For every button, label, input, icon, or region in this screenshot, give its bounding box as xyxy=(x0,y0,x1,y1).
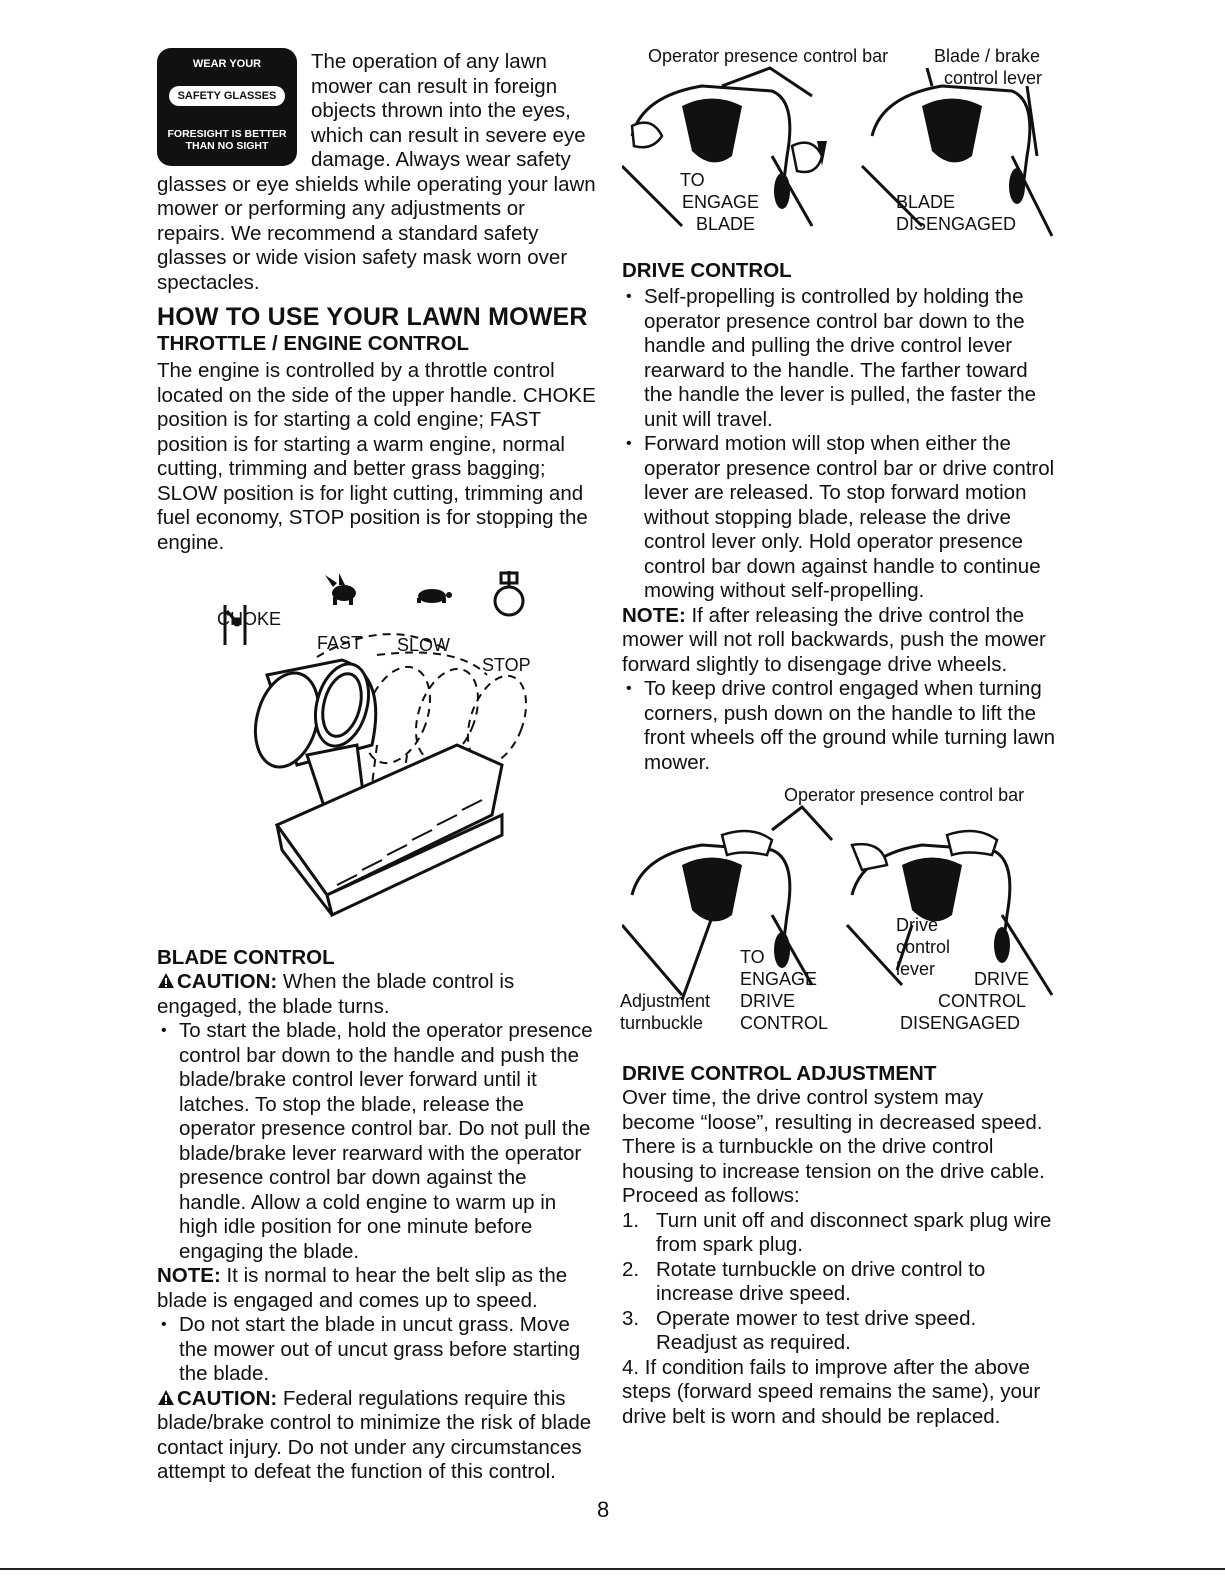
badge-line3: FORESIGHT IS BETTER THAN NO SIGHT xyxy=(167,128,287,152)
turtle-icon xyxy=(417,589,452,603)
adjustment-step-4: 4. If condition fails to improve after the above steps (forward speed remains the same), your drive belt is worn and should be replaced. xyxy=(622,1355,1041,1428)
list-item: • To keep drive control engaged when turning corners, push down on the handle to lift the front wheels off the ground while turning lawn mower. xyxy=(622,677,1058,775)
throttle-control-figure xyxy=(157,565,597,945)
list-item: 2. Rotate turnbuckle on drive control to increase drive speed. xyxy=(622,1257,986,1305)
list-item: 1. Turn unit off and disconnect spark plug wire from spark plug. xyxy=(622,1208,1052,1256)
blade-note: NOTE: It is normal to hear the belt slip as the blade is engaged and comes up to speed. xyxy=(157,1264,568,1312)
blade-caution-2: CAUTION: Federal regulations require this blade/brake control to minimize the risk of blade contact injury. Do not under any circumstances attempt to defeat the function of this control. xyxy=(157,1386,592,1483)
drive-adjustment-text: Over time, the drive control system may become “loose”, resulting in decreased speed. There is a turnbuckle on the drive control housing to increase tension on the drive cable. Proceed as follows: xyxy=(622,1086,1045,1207)
fig2-disengaged-label: DISENGAGED xyxy=(900,1013,1021,1033)
stop-label: STOP xyxy=(482,655,531,675)
drive-bullets-2 xyxy=(622,677,1058,775)
choke-label: CHOKE xyxy=(217,609,282,629)
fig1-disengaged-label: DISENGAGED xyxy=(896,214,1017,234)
drive-control-heading: DRIVE CONTROL xyxy=(622,259,792,282)
rabbit-icon xyxy=(325,573,356,605)
fig2-to-label: TO xyxy=(740,947,765,967)
fig1-blade-brake-label: Blade / brake xyxy=(934,46,1041,66)
caution-icon xyxy=(157,972,175,989)
fig2-drive-label: Drive xyxy=(896,915,939,935)
fig2-drive-right-label: DRIVE xyxy=(974,969,1030,989)
right-column xyxy=(622,46,1058,1429)
blade-engage-figure xyxy=(622,46,1058,246)
left-column xyxy=(157,44,597,1485)
drive-note: NOTE: If after releasing the drive control the mower will not roll backwards, push the mower forward slightly to disengage drive wheels. xyxy=(622,603,1046,676)
throttle-heading: THROTTLE / ENGINE CONTROL xyxy=(157,332,470,355)
list-item: • Self-propelling is controlled by holding the operator presence control bar down to the handle and pulling the drive control lever rearward to the handle. The farther toward the handle the lever is pulled, the faster the unit will travel. xyxy=(622,285,1058,432)
stop-icon xyxy=(495,571,523,615)
fig1-blade-right-label: BLADE xyxy=(896,192,956,212)
list-item: 3. Operate mower to test drive speed. Readjust as required. xyxy=(622,1306,977,1354)
safety-intro-text: The operation of any lawn mower can result in foreign objects thrown into the eyes, which can result in severe eye damage. Always wear safety glasses or eye shields while operating your lawn mower or performing any adjustments or repairs. We recommend a standard safety glasses or wide vision safety mask worn over spectacles. xyxy=(157,50,596,294)
badge-line2: SAFETY GLASSES xyxy=(169,86,285,106)
adjustment-steps xyxy=(622,1209,1058,1356)
drive-bullets-1 xyxy=(622,285,1058,604)
blade-bullets-2 xyxy=(157,1313,597,1387)
fig2-control-right-label: CONTROL xyxy=(938,991,1027,1011)
list-item: • Forward motion will stop when either the operator presence control bar or drive control lever are released. To stop forward motion without stopping blade, release the drive control lever only. Hold operator presence control bar down against handle to continue mowing without self-propelling. xyxy=(622,432,1058,604)
how-to-use-heading: HOW TO USE YOUR LAWN MOWER xyxy=(157,303,588,331)
list-item: • To start the blade, hold the operator presence control bar down to the handle and push the blade/brake control lever forward until it latches. To stop the blade, release the operator presence control bar. Do not pull the blade/brake lever rearward with the operator presence control bar down against the handle. Allow a cold engine to warm up in high idle position for one minute before engaging the blade. xyxy=(157,1019,597,1264)
fig2-drive-word-label: DRIVE xyxy=(740,991,796,1011)
fig1-engage-label: ENGAGE xyxy=(682,192,760,212)
fig2-opc-bar-label: Operator presence control bar xyxy=(784,785,1025,805)
fig2-adjustment-label: Adjustment xyxy=(620,991,711,1011)
throttle-text: The engine is controlled by a throttle control located on the side of the upper handle. CHOKE position is for starting a cold engine; FAST position is for starting a warm engine, normal cutting, trimming and better grass bagging; SLOW position is for light cutting, trimming and fuel economy, STOP position is for stopping the engine. xyxy=(157,359,596,554)
bottom-rule xyxy=(0,1568,1225,1570)
fig1-blade-label: BLADE xyxy=(696,214,756,234)
blade-caution-1: CAUTION: When the blade control is engaged, the blade turns. xyxy=(157,970,515,1018)
list-item: • Do not start the blade in uncut grass. Move the mower out of uncut grass before starting the blade. xyxy=(157,1313,597,1387)
page-number: 8 xyxy=(597,1497,610,1522)
slow-label: SLOW xyxy=(397,635,451,655)
fig1-opc-bar-label: Operator presence control bar xyxy=(648,46,889,66)
badge-line1: WEAR YOUR xyxy=(192,58,262,70)
blade-control-heading: BLADE CONTROL xyxy=(157,946,335,969)
fig2-control-label: control xyxy=(896,937,951,957)
fig1-control-lever-label: control lever xyxy=(944,68,1043,88)
fig2-lever-label: lever xyxy=(896,959,936,979)
fig2-engage-label: ENGAGE xyxy=(740,969,818,989)
fig2-control-word-label: CONTROL xyxy=(740,1013,829,1033)
blade-bullets-1 xyxy=(157,1019,597,1264)
fig2-turnbuckle-label: turnbuckle xyxy=(620,1013,704,1033)
throttle-lever xyxy=(246,658,502,915)
fig1-to-label: TO xyxy=(680,170,705,190)
caution-icon xyxy=(157,1389,175,1406)
fast-label: FAST xyxy=(317,633,363,653)
drive-engage-figure xyxy=(622,785,1058,1047)
drive-adjustment-heading: DRIVE CONTROL ADJUSTMENT xyxy=(622,1062,937,1085)
safety-glasses-badge xyxy=(157,48,297,166)
